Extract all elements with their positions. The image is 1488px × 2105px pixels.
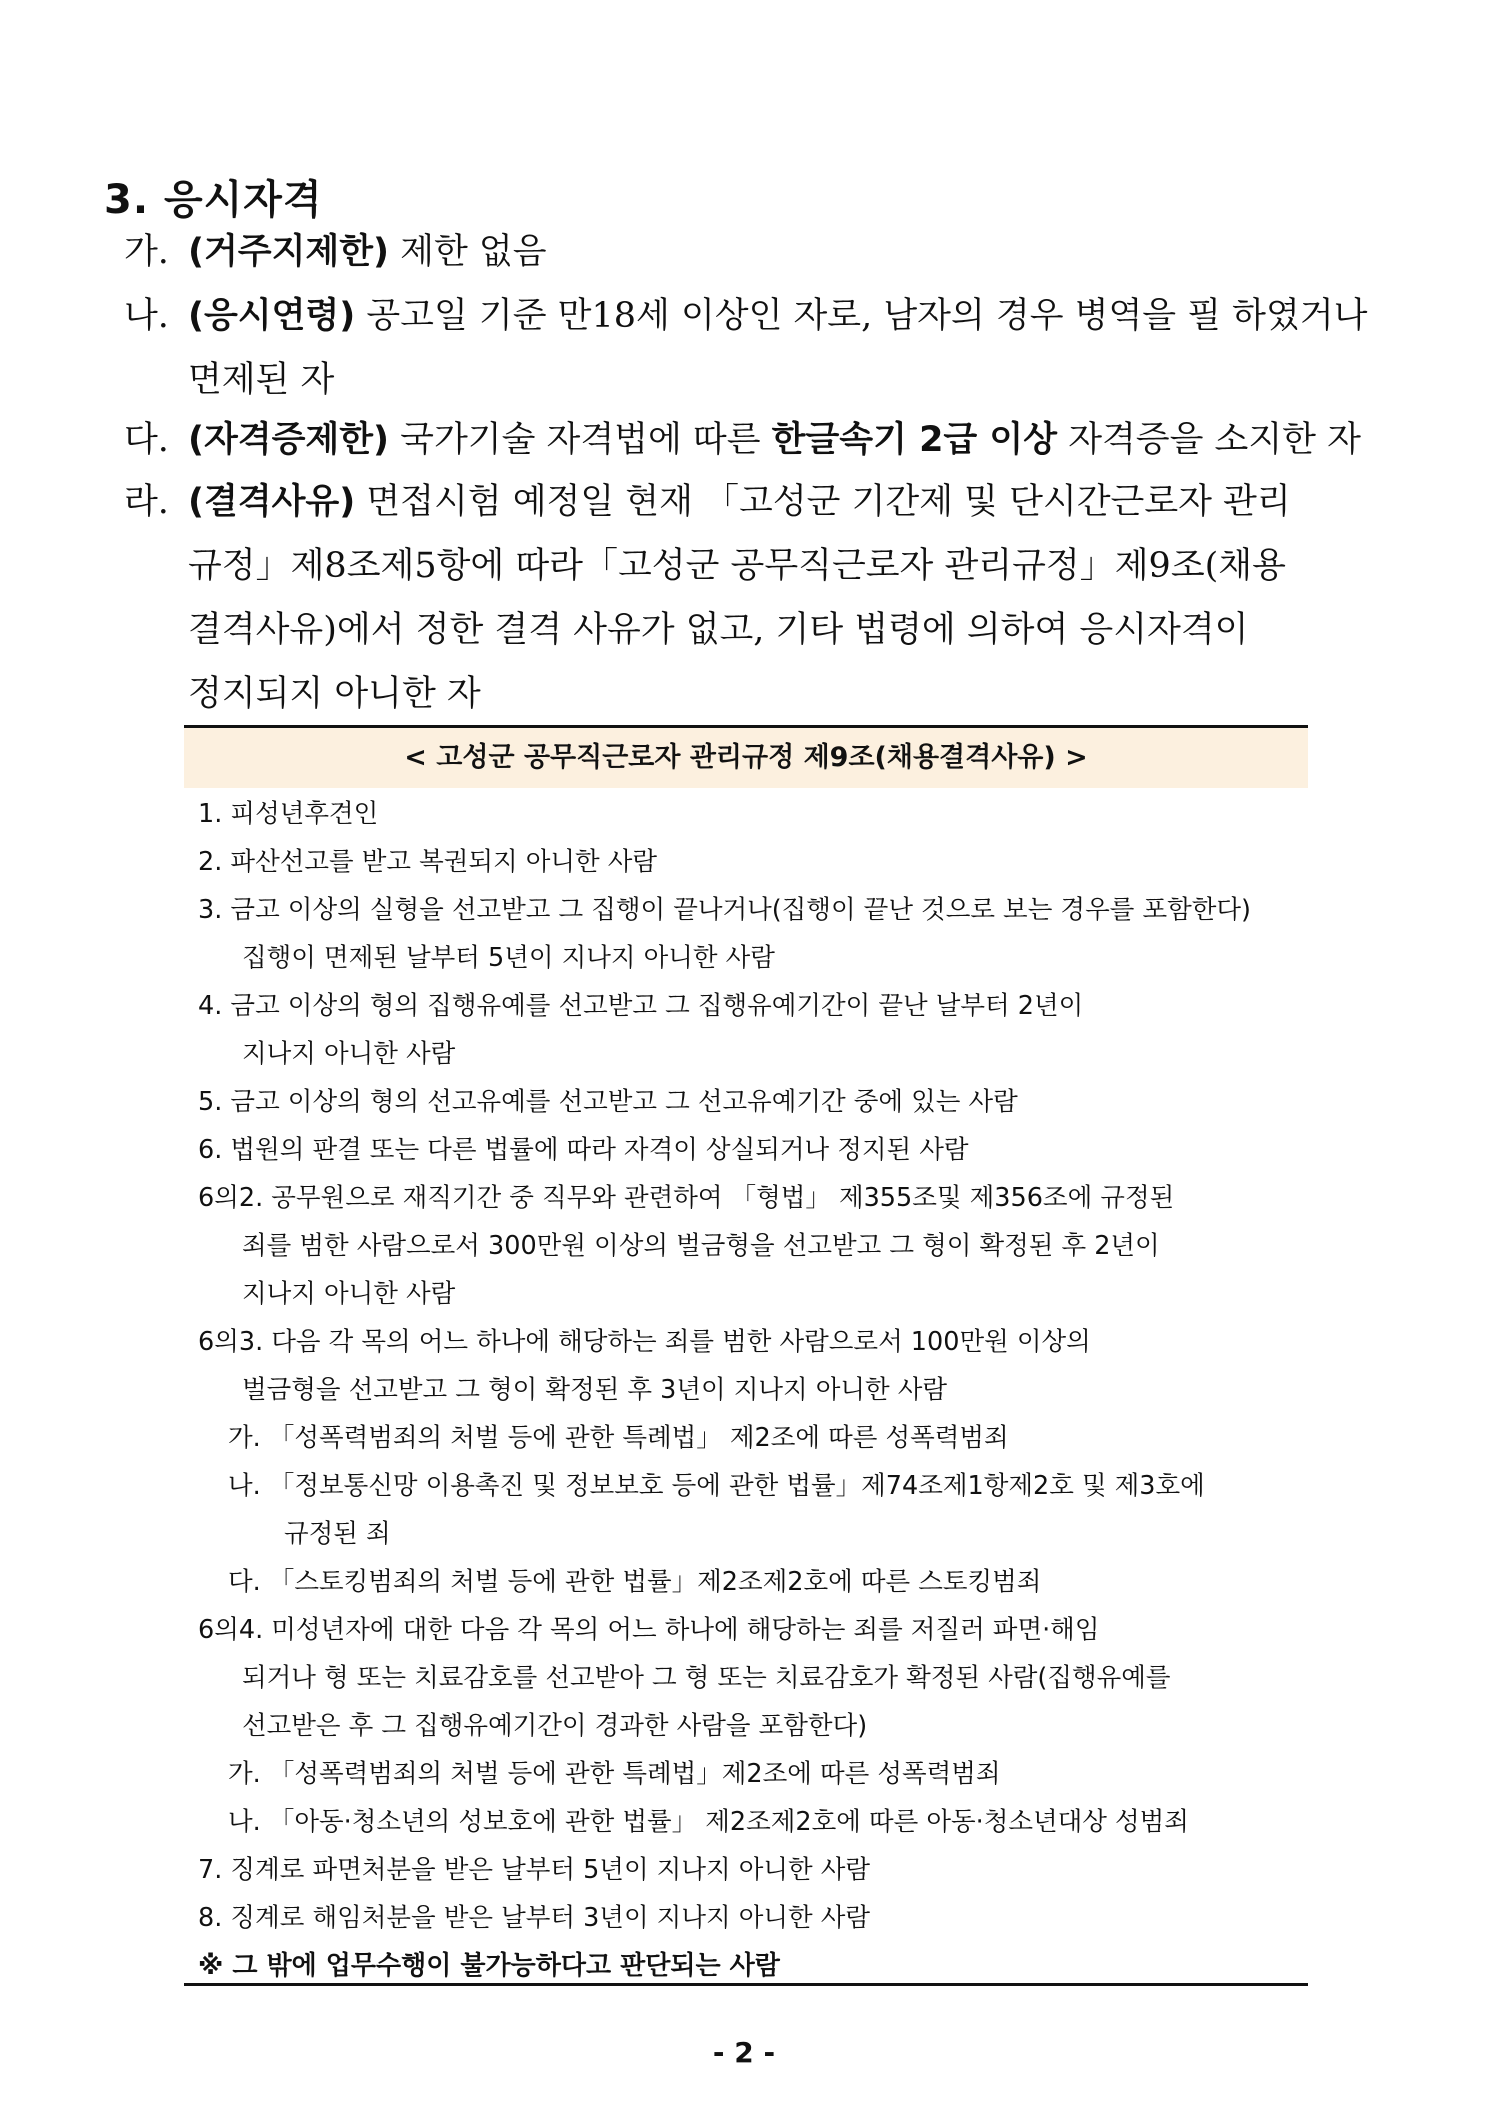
item-number: 다.	[124, 420, 169, 460]
item-highlight: 한글속기 2급 이상	[771, 420, 1058, 460]
item-heading: (거주지제한)	[188, 232, 390, 272]
list-note	[198, 1942, 1308, 1990]
list-item-text-continued: 죄를 범한 사람으로서 300만원 이상의 벌금형을 선고받고 그 형이 확정된 후 2년이	[242, 1231, 1160, 1261]
list-item-text: 가. 「성폭력범죄의 처벌 등에 관한 특례법」제2조에 따른 성폭력범죄	[228, 1759, 1001, 1789]
list-item-text: 가. 「성폭력범죄의 처벌 등에 관한 특례법」 제2조에 따른 성폭력범죄	[228, 1423, 1009, 1453]
list-subitem	[198, 1414, 1308, 1462]
list-item-text: 8. 징계로 해임처분을 받은 날부터 3년이 지나지 아니한 사람	[198, 1903, 870, 1933]
list-item-text-continued: 지나지 아니한 사람	[242, 1039, 456, 1069]
item-text-continued: 면제된 자	[188, 360, 335, 400]
item-text-continued: 결격사유)에서 정한 결격 사유가 없고, 기타 법령에 의하여 응시자격이	[188, 610, 1249, 650]
section-title: 3. 응시자격	[104, 177, 323, 223]
item-heading: (결격사유)	[188, 482, 356, 522]
list-item	[198, 1174, 1308, 1318]
item-number: 가.	[124, 232, 169, 272]
item-text: 자격증을 소지한 자	[1057, 420, 1361, 460]
list-item-text: 1. 피성년후견인	[198, 799, 379, 829]
list-item	[198, 1078, 1308, 1126]
list-item-text: 6. 법원의 판결 또는 다른 법률에 따라 자격이 상실되거나 정지된 사람	[198, 1135, 969, 1165]
list-item-text: 4. 금고 이상의 형의 집행유예를 선고받고 그 집행유예기간이 끝난 날부터 2년이	[198, 991, 1084, 1021]
list-note-text: ※ 그 밖에 업무수행이 불가능하다고 판단되는 사람	[198, 1951, 780, 1981]
box-header: < 고성군 공무직근로자 관리규정 제9조(채용결격사유) >	[184, 728, 1308, 788]
list-item	[198, 1606, 1308, 1750]
list-subitem	[198, 1798, 1308, 1846]
list-item	[198, 838, 1308, 886]
list-item	[198, 886, 1308, 982]
qualification-item-disqualification	[124, 470, 1384, 726]
list-subitem	[198, 1558, 1308, 1606]
disqualification-list	[184, 788, 1308, 1990]
qualification-item-age	[124, 284, 1384, 412]
list-item-text: 2. 파산선고를 받고 복권되지 아니한 사람	[198, 847, 657, 877]
item-text: 공고일 기준 만18세 이상인 자로, 남자의 경우 병역을 필 하였거나	[355, 296, 1368, 336]
list-item-text-continued: 되거나 형 또는 치료감호를 선고받아 그 형 또는 치료감호가 확정된 사람(집행유예를	[242, 1663, 1171, 1693]
item-text: 면접시험 예정일 현재 「고성군 기간제 및 단시간근로자 관리	[355, 482, 1291, 522]
list-item-text: 6의4. 미성년자에 대한 다음 각 목의 어느 하나에 해당하는 죄를 저질러 파면·해임	[198, 1615, 1100, 1645]
qualification-item-residence	[124, 220, 1384, 284]
item-number: 나.	[124, 296, 169, 336]
list-item	[198, 1318, 1308, 1414]
list-item	[198, 1894, 1308, 1942]
list-item-text: 6의3. 다음 각 목의 어느 하나에 해당하는 죄를 범한 사람으로서 100만원 이상의	[198, 1327, 1091, 1357]
list-item-text-continued: 벌금형을 선고받고 그 형이 확정된 후 3년이 지나지 아니한 사람	[242, 1375, 948, 1405]
item-number: 라.	[124, 482, 169, 522]
list-item-text: 5. 금고 이상의 형의 선고유예를 선고받고 그 선고유예기간 중에 있는 사람	[198, 1087, 1018, 1117]
list-item-text: 다. 「스토킹범죄의 처벌 등에 관한 법률」제2조제2호에 따른 스토킹범죄	[228, 1567, 1042, 1597]
item-text-continued: 정지되지 아니한 자	[188, 674, 481, 714]
page-number: - 2 -	[712, 2036, 776, 2069]
list-item-text: 7. 징계로 파면처분을 받은 날부터 5년이 지나지 아니한 사람	[198, 1855, 870, 1885]
disqualification-rules-box	[184, 725, 1308, 1986]
list-item-text: 나. 「정보통신망 이용촉진 및 정보보호 등에 관한 법률」제74조제1항제2호 및 제3호에	[228, 1471, 1205, 1501]
qualification-item-certificate	[124, 408, 1384, 472]
item-heading: (응시연령)	[188, 296, 356, 336]
list-item-text-continued: 선고받은 후 그 집행유예기간이 경과한 사람을 포함한다)	[242, 1711, 868, 1741]
item-text-continued: 규정」제8조제5항에 따라「고성군 공무직근로자 관리규정」제9조(채용	[188, 546, 1286, 586]
item-heading: (자격증제한)	[188, 420, 390, 460]
list-item-text: 6의2. 공무원으로 재직기간 중 직무와 관련하여 「형법」 제355조및 제356조에 규정된	[198, 1183, 1175, 1213]
list-item-text: 3. 금고 이상의 실형을 선고받고 그 집행이 끝나거나(집행이 끝난 것으로 보는 경우를 포함한다)	[198, 895, 1251, 925]
list-item-text-continued: 지나지 아니한 사람	[242, 1279, 456, 1309]
list-item-text-continued: 규정된 죄	[284, 1519, 391, 1549]
list-item-text-continued: 집행이 면제된 날부터 5년이 지나지 아니한 사람	[242, 943, 775, 973]
list-item	[198, 982, 1308, 1078]
item-text: 제한 없음	[389, 232, 547, 272]
list-subitem	[198, 1462, 1308, 1558]
list-item	[198, 1846, 1308, 1894]
item-text: 국가기술 자격법에 따른	[389, 420, 772, 460]
list-subitem	[198, 1750, 1308, 1798]
list-item-text: 나. 「아동·청소년의 성보호에 관한 법률」 제2조제2호에 따른 아동·청소년대상 성범죄	[228, 1807, 1189, 1837]
list-item	[198, 1126, 1308, 1174]
list-item	[198, 790, 1308, 838]
